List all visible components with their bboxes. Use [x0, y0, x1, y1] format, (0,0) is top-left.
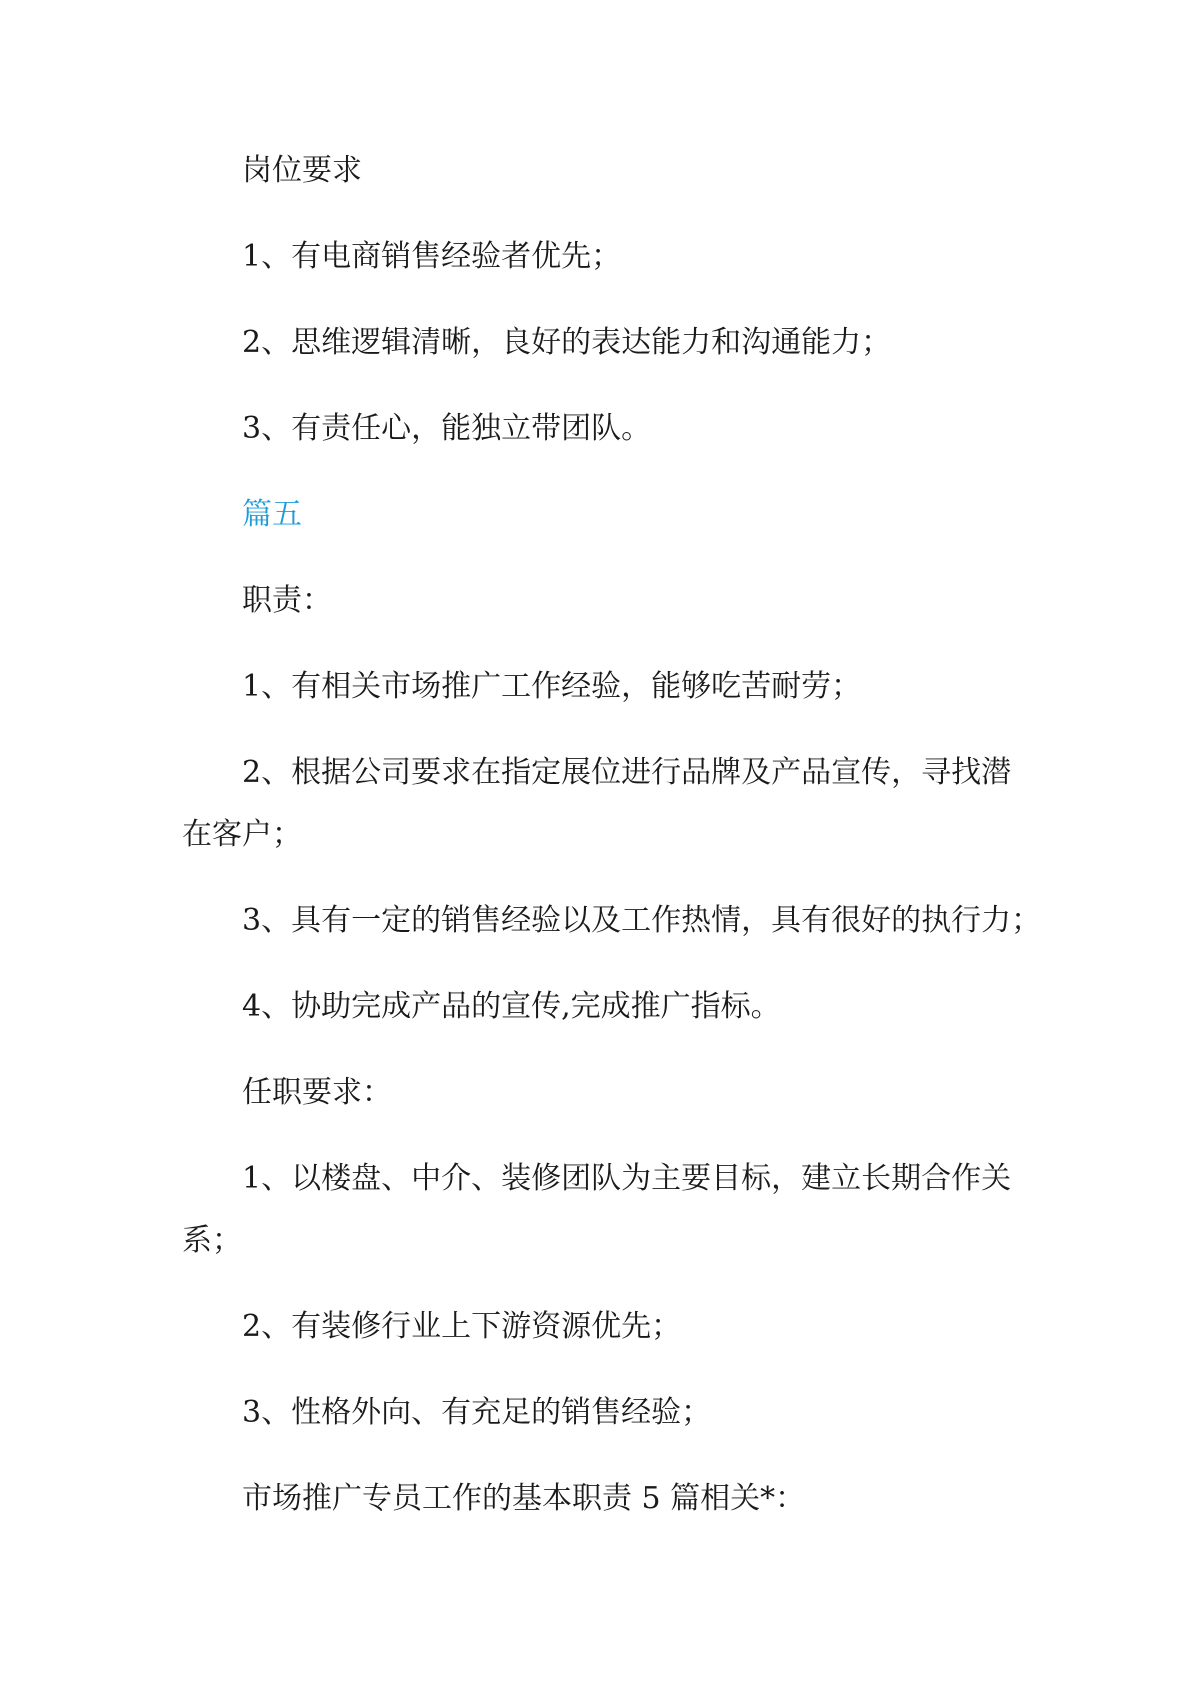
- duties-heading: [182, 570, 1041, 632]
- section-heading-text: 篇五: [242, 497, 302, 532]
- paragraph-line: 1、有电商销售经验者优先；: [242, 239, 622, 274]
- requirement-item-1: [182, 226, 1041, 288]
- duty-item-2: [182, 742, 1041, 866]
- duty-item-3: [182, 890, 1041, 952]
- requirements-heading: [182, 140, 1041, 202]
- paragraph-line: 市场推广专员工作的基本职责 5 篇相关*：: [242, 1481, 806, 1516]
- paragraph-line: 职责：: [242, 583, 332, 618]
- requirement-item-3: [182, 398, 1041, 460]
- requirement-item-2: [182, 312, 1041, 374]
- paragraph-line: 岗位要求: [242, 153, 362, 188]
- paragraph-line: 3、性格外向、有充足的销售经验；: [242, 1395, 712, 1430]
- related-footer-line: [182, 1468, 1041, 1530]
- paragraph-line: 3、具有一定的销售经验以及工作热情，具有很好的执行力；: [242, 903, 1042, 938]
- duty-item-4: [182, 976, 1041, 1038]
- paragraph-line: 系；: [182, 1223, 242, 1258]
- paragraph-line: 4、协助完成产品的宣传,完成推广指标。: [242, 989, 781, 1024]
- qualifications-heading: [182, 1062, 1041, 1124]
- paragraph-line: 2、有装修行业上下游资源优先；: [242, 1309, 682, 1344]
- paragraph-line: 1、有相关市场推广工作经验，能够吃苦耐劳；: [242, 669, 862, 704]
- section-heading: [182, 484, 1041, 546]
- paragraph-line: 2、思维逻辑清晰，良好的表达能力和沟通能力；: [242, 325, 892, 360]
- qualification-item-2: [182, 1296, 1041, 1358]
- paragraph-line: 2、根据公司要求在指定展位进行品牌及产品宣传，寻找潜: [242, 755, 1012, 790]
- duty-item-1: [182, 656, 1041, 718]
- paragraph-line: 1、以楼盘、中介、装修团队为主要目标，建立长期合作关: [242, 1161, 1012, 1196]
- paragraph-line: 在客户；: [182, 817, 302, 852]
- qualification-item-3: [182, 1382, 1041, 1444]
- paragraph-line: 3、有责任心，能独立带团队。: [242, 411, 652, 446]
- paragraph-line: 任职要求：: [242, 1075, 392, 1110]
- qualification-item-1: [182, 1148, 1041, 1272]
